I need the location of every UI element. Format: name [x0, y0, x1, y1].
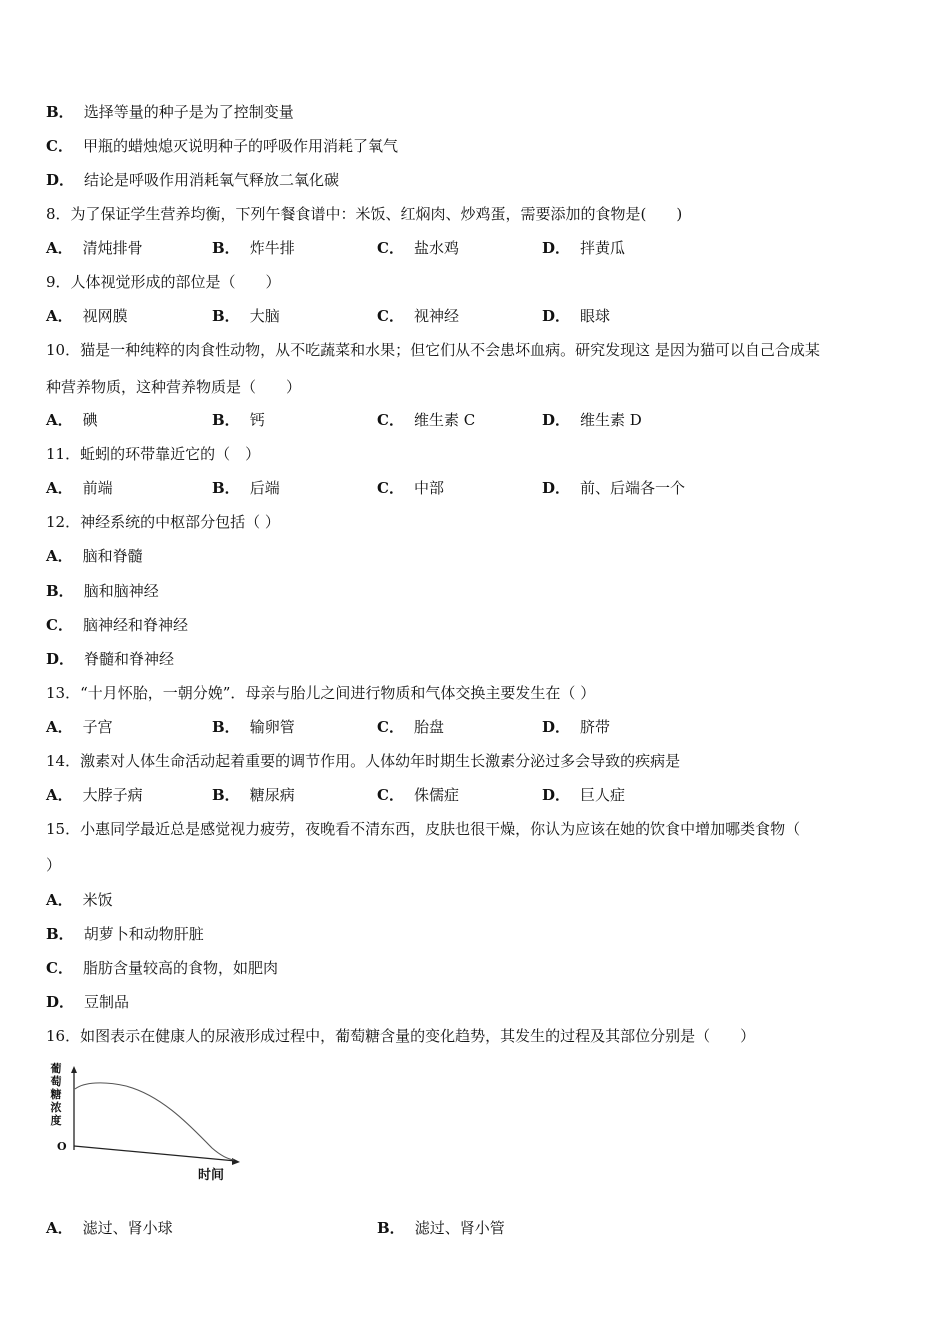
option-text: 选择等量的种子是为了控制变量	[83, 103, 294, 121]
option-text: 脑神经和脊神经	[82, 616, 188, 634]
option-label: A．	[46, 239, 73, 257]
option-text: 滤过、肾小球	[82, 1219, 173, 1237]
option-text: 脂肪含量较高的食物，如肥肉	[82, 959, 278, 977]
option-label: A．	[46, 307, 73, 325]
option-label: C．	[377, 307, 404, 325]
option-text: 后端	[249, 479, 280, 497]
y-axis-label: 葡萄糖浓度	[50, 1062, 62, 1127]
option-text: 炸牛排	[249, 239, 295, 257]
option-label: C．	[46, 959, 73, 977]
q15-option-a	[46, 890, 113, 910]
option-label: C．	[377, 411, 404, 429]
option-label: B．	[212, 411, 240, 429]
q15-option-c	[46, 958, 278, 978]
option-label: D．	[542, 411, 571, 429]
q9-option-b	[212, 306, 280, 326]
option-label: D．	[542, 786, 571, 804]
q13-option-c	[377, 717, 444, 737]
option-label: B．	[212, 479, 240, 497]
x-axis-arrow	[232, 1158, 240, 1165]
q8-option-c	[377, 238, 459, 258]
option-text: 视网膜	[82, 307, 128, 325]
q10-stem-line2: 种营养物质，这种营养物质是（ ）	[46, 378, 302, 396]
option-label: A．	[46, 547, 73, 565]
q15-stem-line2: ）	[46, 856, 62, 874]
q16-option-a	[46, 1218, 173, 1238]
option-text: 拌黄瓜	[580, 239, 626, 257]
q14-option-b	[212, 785, 295, 805]
option-label: B．	[212, 718, 240, 736]
option-label: C．	[46, 616, 73, 634]
option-label: C．	[46, 137, 73, 155]
option-label: D．	[542, 239, 571, 257]
y-axis-arrow	[71, 1066, 77, 1073]
q11-option-c	[377, 478, 444, 498]
option-text: 清炖排骨	[82, 239, 143, 257]
option-label: B．	[212, 239, 240, 257]
x-axis-label: 时间	[198, 1168, 225, 1183]
option-text: 前、后端各一个	[580, 479, 686, 497]
q13-option-a	[46, 717, 113, 737]
option-label: C．	[377, 239, 404, 257]
q16-option-b	[377, 1218, 505, 1238]
option-text: 大脖子病	[82, 786, 143, 804]
q12-stem: 12．神经系统的中枢部分包括（ ）	[46, 513, 280, 531]
q11-stem: 11．蚯蚓的环带靠近它的（ ）	[46, 445, 261, 463]
option-text: 脊髓和脊神经	[84, 650, 175, 668]
option-text: 脐带	[580, 718, 611, 736]
option-text: 维生素 C	[413, 411, 476, 429]
q8-stem: 8．为了保证学生营养均衡，下列午餐食谱中：米饭、红焖肉、炒鸡蛋，需要添加的食物是( )	[46, 205, 683, 223]
option-label: D．	[46, 993, 75, 1011]
option-label: A．	[46, 1219, 73, 1237]
q10-option-a	[46, 410, 98, 430]
q8-option-a	[46, 238, 143, 258]
q12-option-a	[46, 546, 143, 566]
q11-option-b	[212, 478, 280, 498]
q10-option-c	[377, 410, 475, 430]
option-label: B．	[46, 103, 74, 121]
option-label: D．	[542, 307, 571, 325]
q10-option-b	[212, 410, 265, 430]
option-text: 大脑	[249, 307, 280, 325]
option-label: A．	[46, 786, 73, 804]
option-text: 豆制品	[84, 993, 130, 1011]
option-label: B．	[46, 925, 74, 943]
q12-option-b	[46, 581, 159, 601]
option-text: 输卵管	[249, 718, 295, 736]
q9-stem: 9．人体视觉形成的部位是（ ）	[46, 273, 281, 291]
q7-option-d	[46, 170, 339, 190]
q13-option-d	[542, 717, 610, 737]
q14-stem: 14．激素对人体生命活动起着重要的调节作用。人体幼年时期生长激素分泌过多会导致的疾病是	[46, 752, 681, 770]
option-label: D．	[46, 171, 75, 189]
q12-option-d	[46, 649, 174, 669]
q9-option-a	[46, 306, 128, 326]
option-text: 侏儒症	[413, 786, 459, 804]
q11-option-d	[542, 478, 685, 498]
option-text: 子宫	[82, 718, 113, 736]
q7-option-c	[46, 136, 398, 156]
option-text: 甲瓶的蜡烛熄灭说明种子的呼吸作用消耗了氧气	[82, 137, 398, 155]
q9-option-c	[377, 306, 459, 326]
q10-option-d	[542, 410, 642, 430]
option-label: A．	[46, 479, 73, 497]
origin-label: O	[57, 1140, 67, 1153]
q7-option-b	[46, 102, 294, 122]
q13-stem: 13．“十月怀胎，一朝分娩”．母亲与胎儿之间进行物质和气体交换主要发生在（ ）	[46, 684, 596, 702]
option-text: 糖尿病	[249, 786, 295, 804]
option-label: D．	[542, 479, 571, 497]
option-text: 滤过、肾小管	[414, 1219, 505, 1237]
option-label: B．	[212, 786, 240, 804]
option-text: 钙	[249, 411, 265, 429]
q8-option-b	[212, 238, 295, 258]
option-text: 巨人症	[580, 786, 626, 804]
option-text: 米饭	[82, 891, 113, 909]
option-label: A．	[46, 891, 73, 909]
q15-stem-line1: 15．小惠同学最近总是感觉视力疲劳，夜晚看不清东西，皮肤也很干燥，你认为应该在她的饮食中增加哪类食物（	[46, 820, 801, 838]
q9-option-d	[542, 306, 610, 326]
option-label: D．	[46, 650, 75, 668]
option-text: 眼球	[580, 307, 611, 325]
q16-stem: 16．如图表示在健康人的尿液形成过程中，葡萄糖含量的变化趋势，其发生的过程及其部位分别是（ ）	[46, 1027, 756, 1045]
option-label: C．	[377, 718, 404, 736]
option-text: 胎盘	[413, 718, 444, 736]
option-label: C．	[377, 479, 404, 497]
q14-option-a	[46, 785, 143, 805]
q14-option-c	[377, 785, 459, 805]
option-label: C．	[377, 786, 404, 804]
option-label: D．	[542, 718, 571, 736]
option-text: 脑和脑神经	[83, 582, 159, 600]
q12-option-c	[46, 615, 188, 635]
q15-option-b	[46, 924, 204, 944]
option-text: 结论是呼吸作用消耗氧气释放二氧化碳	[84, 171, 340, 189]
q15-option-d	[46, 992, 129, 1012]
glucose-concentration-figure	[44, 1058, 254, 1188]
option-text: 胡萝卜和动物肝脏	[83, 925, 204, 943]
q8-option-d	[542, 238, 625, 258]
option-text: 前端	[82, 479, 113, 497]
option-text: 碘	[82, 411, 98, 429]
option-text: 维生素 D	[580, 411, 642, 429]
q11-option-a	[46, 478, 113, 498]
option-label: A．	[46, 718, 73, 736]
option-text: 脑和脊髓	[82, 547, 143, 565]
q10-stem-line1: 10．猫是一种纯粹的肉食性动物，从不吃蔬菜和水果；但它们从不会患坏血病。研究发现这 是因为猫可以自己合成某	[46, 341, 820, 359]
q13-option-b	[212, 717, 295, 737]
option-label: B．	[212, 307, 240, 325]
option-text: 盐水鸡	[413, 239, 459, 257]
q14-option-d	[542, 785, 625, 805]
option-label: B．	[46, 582, 74, 600]
option-label: B．	[377, 1219, 405, 1237]
option-text: 中部	[413, 479, 444, 497]
option-label: A．	[46, 411, 73, 429]
option-text: 视神经	[413, 307, 459, 325]
